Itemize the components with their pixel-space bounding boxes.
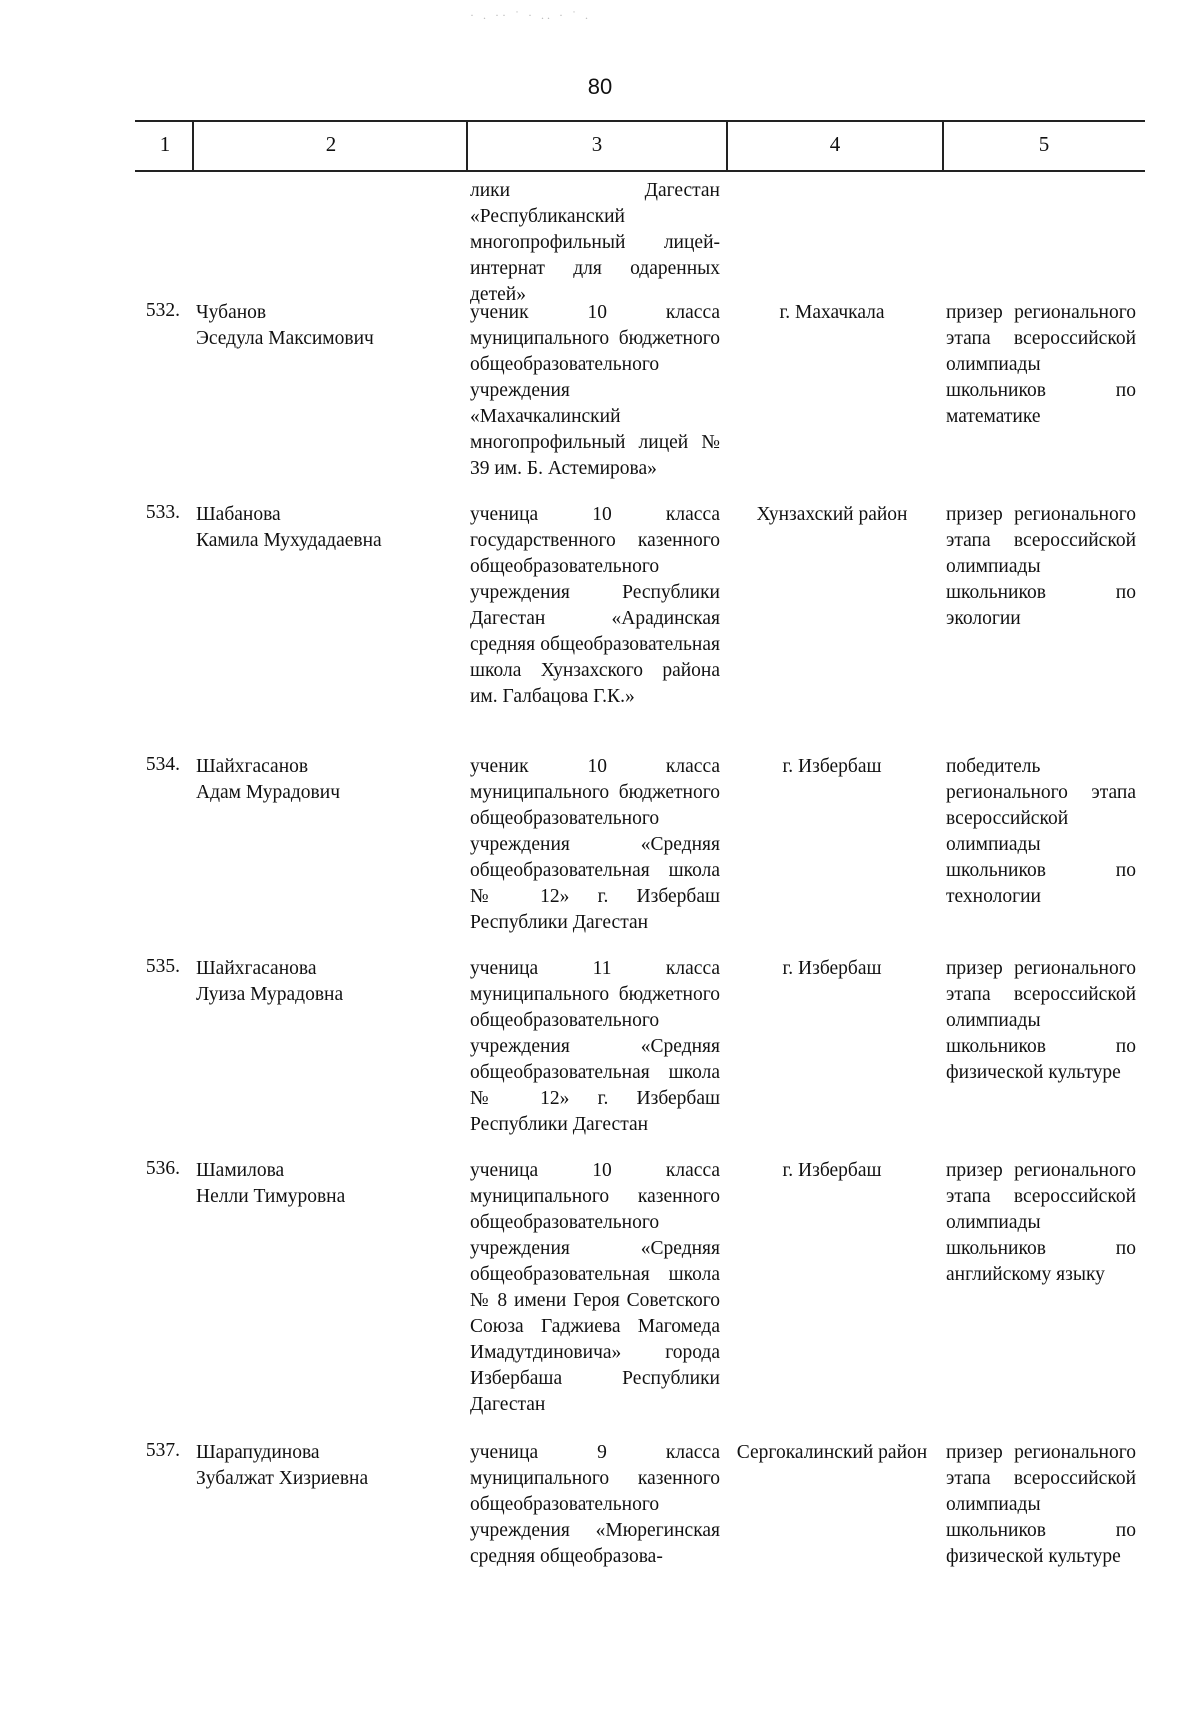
column-divider: [192, 120, 194, 172]
award: призер регионального этапа всероссийской олимпиады школьников по физической культуре: [946, 1442, 1136, 1567]
student-description: ученик 10 класса муниципального бюджетного общеобразовательного учреждения «Средняя общеобразовательная школа № 12» г. Избербаш Республики Дагестан: [470, 756, 720, 933]
surname: Чубанов: [196, 302, 267, 323]
column-header-4: 4: [829, 132, 841, 156]
award: призер регионального этапа всероссийской олимпиады школьников по экологии: [946, 504, 1136, 629]
location: г. Избербаш: [782, 756, 882, 777]
page-number: 80: [587, 74, 613, 99]
award: призер регионального этапа всероссийской олимпиады школьников по математике: [946, 302, 1136, 427]
column-header-3: 3: [591, 132, 603, 156]
column-header-1: 1: [159, 132, 171, 156]
student-description: ученица 10 класса муниципального казенного общеобразовательного учреждения «Средняя общеобразовательная школа № 8 имени Героя Советского Союза Гаджиева Магомеда Имадутдиновича» города Избербаша Республики Дагестан: [470, 1160, 720, 1415]
row-number: 537.: [145, 1440, 180, 1461]
location: Сергокалинский район: [736, 1442, 928, 1463]
student-description: ученица 11 класса муниципального бюджетного общеобразовательного учреждения «Средняя общеобразовательная школа № 12» г. Избербаш Республики Дагестан: [470, 958, 720, 1135]
row-number: 536.: [145, 1158, 180, 1179]
location: г. Избербаш: [782, 1160, 882, 1181]
surname: Шарапудинова: [196, 1442, 320, 1463]
person-name: [196, 502, 446, 554]
row-number: 533.: [145, 502, 180, 523]
award: победитель регионального этапа всероссийской олимпиады школьников по технологии: [946, 756, 1136, 907]
given-names: Нелли Тимуровна: [196, 1186, 346, 1207]
location: г. Избербаш: [782, 958, 882, 979]
surname: Шайхгасанова: [196, 958, 317, 979]
row-number: 532.: [145, 300, 180, 321]
person-name: [196, 300, 446, 352]
person-name: [196, 1158, 446, 1210]
surname: Шайхгасанов: [196, 756, 309, 777]
award: призер регионального этапа всероссийской олимпиады школьников по физической культуре: [946, 958, 1136, 1083]
table-header-bottom-border: [135, 170, 1145, 172]
student-description: ученик 10 класса муниципального бюджетного общеобразовательного учреждения «Махачкалинский многопрофильный лицей № 39 им. Б. Астемирова»: [470, 302, 720, 479]
scan-artifact: · . ·· ˙ · .. · ˙ .: [470, 8, 591, 22]
given-names: Камила Мухудадаевна: [196, 530, 382, 551]
person-name: [196, 1440, 446, 1492]
row-number: 535.: [145, 956, 180, 977]
person-name: [196, 956, 446, 1008]
column-header-5: 5: [1038, 132, 1050, 156]
award: призер регионального этапа всероссийской олимпиады школьников по английскому языку: [946, 1160, 1136, 1285]
person-name: [196, 754, 446, 806]
surname: Шабанова: [196, 504, 281, 525]
row-number: 534.: [145, 754, 180, 775]
location: Хунзахский район: [756, 504, 908, 525]
continued-description: лики Дагестан «Республиканский многопрофильный лицей-интернат для одаренных детей»: [470, 180, 720, 305]
given-names: Эседула Максимович: [196, 328, 374, 349]
given-names: Луиза Мурадовна: [196, 984, 344, 1005]
student-description: ученица 9 класса муниципального казенного общеобразовательного учреждения «Мюрегинская средняя общеобразова-: [470, 1442, 720, 1567]
table-header-top-border: [135, 120, 1145, 122]
surname: Шамилова: [196, 1160, 285, 1181]
given-names: Зубалжат Хизриевна: [196, 1468, 369, 1489]
column-header-2: 2: [325, 132, 337, 156]
given-names: Адам Мурадович: [196, 782, 341, 803]
location: г. Махачкала: [779, 302, 885, 323]
student-description: ученица 10 класса государственного казенного общеобразовательного учреждения Республики Дагестан «Арадинская средняя общеобразовательная школа Хунзахского района им. Галбацова Г.К.»: [470, 504, 720, 707]
